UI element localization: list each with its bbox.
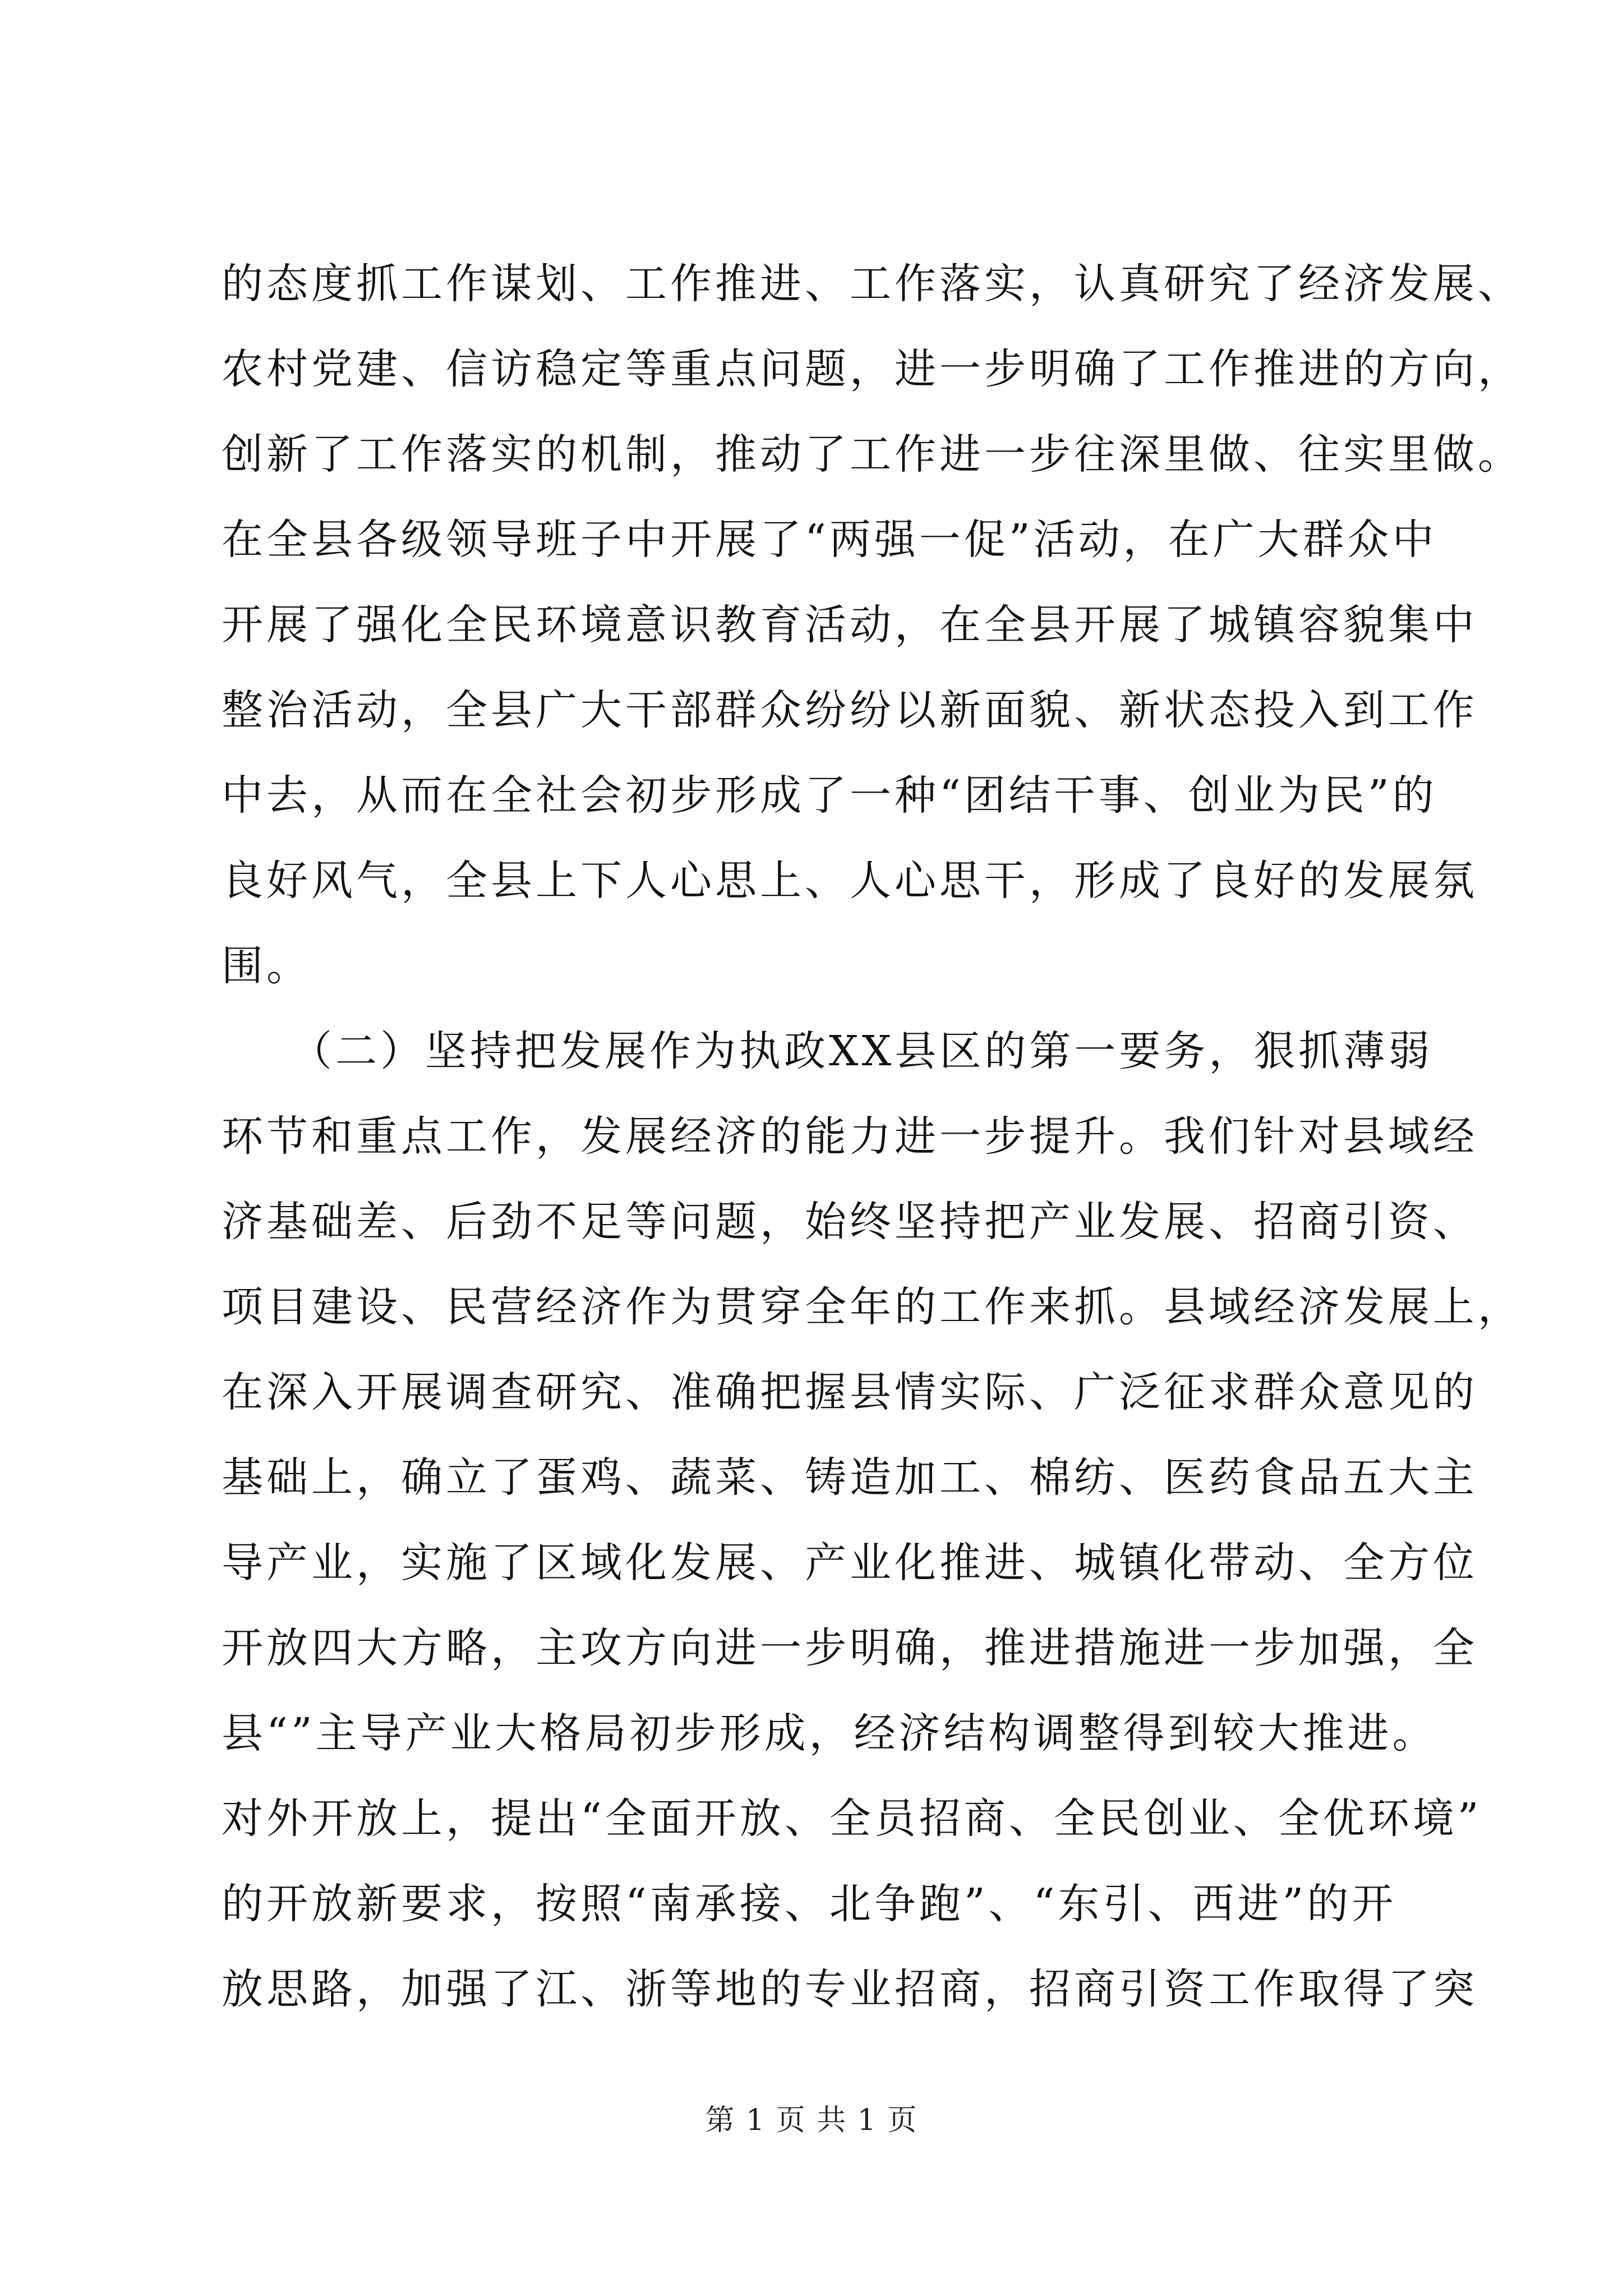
- text-line: 在深入开展调查研究、准确把握县情实际、广泛征求群众意见的: [222, 1368, 1478, 1416]
- text-line: 围。: [222, 942, 311, 990]
- text-line: 的开放新要求，按照“南承接、北争跑”、“东引、西进”的开: [222, 1880, 1397, 1928]
- text-line: 在全县各级领导班子中开展了“两强一促”活动，在广大群众中: [222, 516, 1437, 564]
- text-line: 县“”主导产业大格局初步形成，经济结构调整得到较大推进。: [222, 1709, 1437, 1757]
- text-line: 环节和重点工作，发展经济的能力进一步提升。我们针对县域经: [222, 1112, 1478, 1161]
- text-line: 导产业，实施了区域化发展、产业化推进、城镇化带动、全方位: [222, 1539, 1478, 1587]
- text-line: 创新了工作落实的机制，推动了工作进一步往深里做、往实里做。: [222, 430, 1523, 478]
- text-line: 中去，从而在全社会初步形成了一种“团结干事、创业为民”的: [222, 771, 1437, 820]
- text-line: 农村党建、信访稳定等重点问题，进一步明确了工作推进的方向，: [222, 345, 1523, 393]
- text-line: 项目建设、民营经济作为贯穿全年的工作来抓。县域经济发展上，: [222, 1283, 1523, 1331]
- text-line: 开放四大方略，主攻方向进一步明确，推进措施进一步加强，全: [222, 1624, 1478, 1672]
- text-line: 的态度抓工作谋划、工作推进、工作落实，认真研究了经济发展、: [222, 260, 1523, 308]
- text-line: 基础上，确立了蛋鸡、蔬菜、铸造加工、棉纺、医药食品五大主: [222, 1453, 1478, 1502]
- text-line: 放思路，加强了江、浙等地的专业招商，招商引资工作取得了突: [222, 1965, 1478, 2013]
- section-heading-line: （二）坚持把发展作为执政XX县区的第一要务，狠抓薄弱: [222, 1027, 1433, 1075]
- text-line: 良好风气，全县上下人心思上、人心思干，形成了良好的发展氛: [222, 857, 1478, 905]
- text-line: 整治活动，全县广大干部群众纷纷以新面貌、新状态投入到工作: [222, 686, 1478, 734]
- text-line: 开展了强化全民环境意识教育活动，在全县开展了城镇容貌集中: [222, 601, 1478, 649]
- document-body: [222, 241, 1523, 2032]
- text-line: 对外开放上，提出“全面开放、全员招商、全民创业、全优环境”: [222, 1795, 1482, 1843]
- text-line: 济基础差、后劲不足等问题，始终坚持把产业发展、招商引资、: [222, 1198, 1478, 1246]
- page-number-footer: 第 1 页 共 1 页: [705, 2104, 918, 2137]
